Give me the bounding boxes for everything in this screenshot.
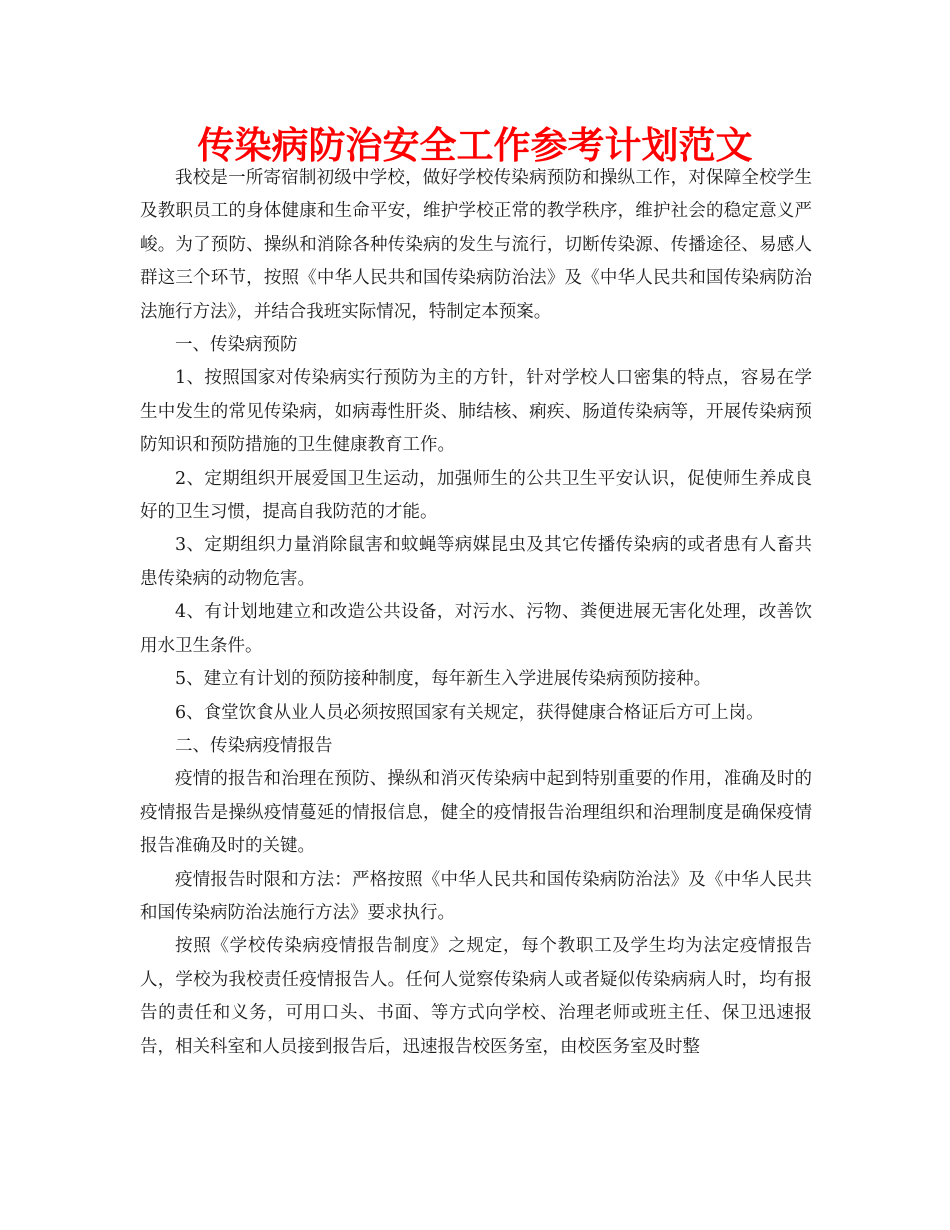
paragraph-item-4: 4、有计划地建立和改造公共设备，对污水、污物、粪便进展无害化处理，改善饮用水卫生条件。 <box>140 602 812 656</box>
paragraph-item-6: 6、食堂饮食从业人员必须按照国家有关规定，获得健康合格证后方可上岗。 <box>175 702 764 723</box>
document-body <box>140 162 812 1064</box>
section-heading-reporting: 二、传染病疫情报告 <box>175 735 333 756</box>
paragraph-item-5: 5、建立有计划的预防接种制度，每年新生入学进展传染病预防接种。 <box>175 669 712 690</box>
paragraph-intro: 我校是一所寄宿制初级中学校，做好学校传染病预防和操纵工作，对保障全校学生及教职员工的身体健康和生命平安，维护学校正常的教学秩序，维护社会的稳定意义严峻。为了预防、操纵和消除各种传染病的发生与流行，切断传染源、传播途径、易感人群这三个环节，按照《中华人民共和国传染病防治法》及《中华人民共和国传染病防治法施行方法》，并结合我班实际情况，特制定本预案。 <box>140 168 812 322</box>
section-heading-prevention: 一、传染病预防 <box>175 335 298 356</box>
paragraph-reporting-rules: 按照《学校传染病疫情报告制度》之规定，每个教职工及学生均为法定疫情报告人，学校为我校责任疫情报告人。任何人觉察传染病人或者疑似传染病病人时，均有报告的责任和义务，可用口头、书面、等方式向学校、治理老师或班主任、保卫迅速报告，相关科室和人员接到报告后，迅速报告校医务室，由校医务室及时整 <box>140 936 812 1057</box>
paragraph-item-2: 2、定期组织开展爱国卫生运动，加强师生的公共卫生平安认识，促使师生养成良好的卫生习惯，提高自我防范的才能。 <box>140 468 812 523</box>
paragraph-item-3: 3、定期组织力量消除鼠害和蚊蝇等病媒昆虫及其它传播传染病的或者患有人畜共患传染病的动物危害。 <box>140 535 812 589</box>
paragraph-reporting-importance: 疫情的报告和治理在预防、操纵和消灭传染病中起到特别重要的作用，准确及时的疫情报告是操纵疫情蔓延的情报信息，健全的疫情报告治理组织和治理制度是确保疫情报告准确及时的关键。 <box>140 769 812 857</box>
document-title: 传染病防治安全工作参考计划范文 <box>197 124 753 167</box>
paragraph-reporting-method: 疫情报告时限和方法：严格按照《中华人民共和国传染病防治法》及《中华人民共和国传染病防治法施行方法》要求执行。 <box>140 869 812 923</box>
paragraph-item-1: 1、按照国家对传染病实行预防为主的方针，针对学校人口密集的特点，容易在学生中发生的常见传染病，如病毒性肝炎、肺结核、痢疾、肠道传染病等，开展传染病预防知识和预防措施的卫生健康教育工作。 <box>140 368 812 456</box>
